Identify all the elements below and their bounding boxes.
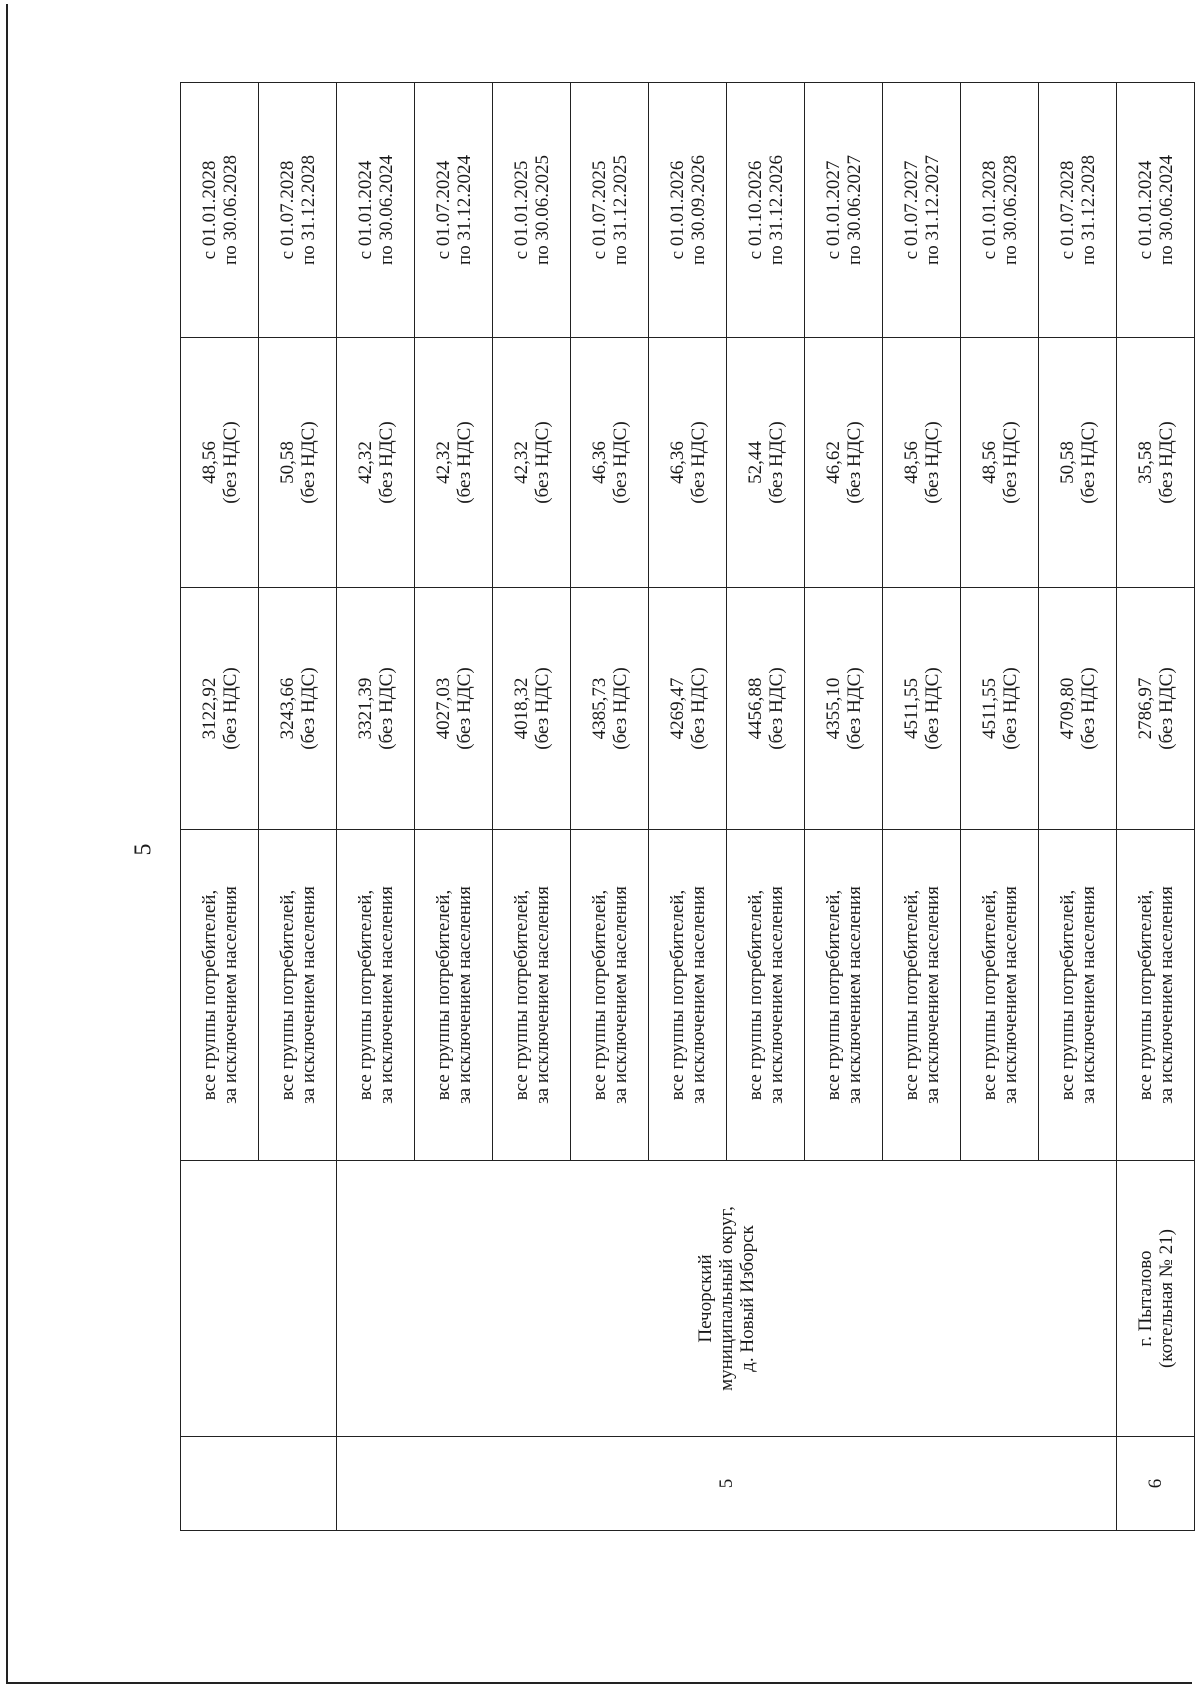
- tariff-cell: 4456,88 (без НДС): [727, 588, 805, 830]
- tariff-cell: 4385,73 (без НДС): [571, 588, 649, 830]
- consumer-group-cell: все группы потребителей, за исключением населения: [415, 830, 493, 1161]
- extra-rate-cell: 48,56 (без НДС): [181, 338, 259, 588]
- location-cell: Печорский муниципальный округ, д. Новый Изборск: [337, 1161, 1117, 1437]
- extra-rate-cell: 46,62 (без НДС): [805, 338, 883, 588]
- rotated-table-wrapper: [180, 83, 1195, 1531]
- extra-rate-cell: 46,36 (без НДС): [571, 338, 649, 588]
- tariff-cell: 3321,39 (без НДС): [337, 588, 415, 830]
- consumer-group-cell: все группы потребителей, за исключением населения: [493, 830, 571, 1161]
- consumer-group-cell: все группы потребителей, за исключением населения: [181, 830, 259, 1161]
- period-cell: с 01.07.2028 по 31.12.2028: [1039, 83, 1117, 338]
- extra-rate-cell: 42,32 (без НДС): [337, 338, 415, 588]
- extra-rate-cell: 35,58 (без НДС): [1117, 338, 1195, 588]
- tariff-cell: 3243,66 (без НДС): [259, 588, 337, 830]
- period-cell: с 01.10.2026 по 31.12.2026: [727, 83, 805, 338]
- period-cell: с 01.07.2028 по 31.12.2028: [259, 83, 337, 338]
- tariff-cell: 4355,10 (без НДС): [805, 588, 883, 830]
- tariff-cell: 4709,80 (без НДС): [1039, 588, 1117, 830]
- period-cell: с 01.01.2024 по 30.06.2024: [337, 83, 415, 338]
- extra-rate-cell: 48,56 (без НДС): [961, 338, 1039, 588]
- table-row: [181, 83, 259, 1531]
- extra-rate-cell: 52,44 (без НДС): [727, 338, 805, 588]
- period-cell: с 01.01.2024 по 30.06.2024: [1117, 83, 1195, 338]
- period-cell: с 01.01.2028 по 30.06.2028: [961, 83, 1039, 338]
- period-cell: с 01.01.2025 по 30.06.2025: [493, 83, 571, 338]
- consumer-group-cell: все группы потребителей, за исключением населения: [1039, 830, 1117, 1161]
- item-number-cell: [181, 1437, 337, 1531]
- consumer-group-cell: все группы потребителей, за исключением населения: [1117, 830, 1195, 1161]
- period-cell: с 01.07.2025 по 31.12.2025: [571, 83, 649, 338]
- tariff-cell: 4018,32 (без НДС): [493, 588, 571, 830]
- table-row: [1117, 83, 1195, 1531]
- tariff-cell: 4269,47 (без НДС): [649, 588, 727, 830]
- period-cell: с 01.01.2028 по 30.06.2028: [181, 83, 259, 338]
- extra-rate-cell: 42,32 (без НДС): [415, 338, 493, 588]
- consumer-group-cell: все группы потребителей, за исключением населения: [883, 830, 961, 1161]
- table-row: [337, 83, 415, 1531]
- tariff-cell: 2786,97 (без НДС): [1117, 588, 1195, 830]
- consumer-group-cell: все группы потребителей, за исключением населения: [805, 830, 883, 1161]
- period-cell: с 01.01.2027 по 30.06.2027: [805, 83, 883, 338]
- period-cell: с 01.07.2024 по 31.12.2024: [415, 83, 493, 338]
- extra-rate-cell: 48,56 (без НДС): [883, 338, 961, 588]
- tariff-cell: 4511,55 (без НДС): [883, 588, 961, 830]
- item-number-cell: 5: [337, 1437, 1117, 1531]
- consumer-group-cell: все группы потребителей, за исключением населения: [337, 830, 415, 1161]
- consumer-group-cell: все группы потребителей, за исключением населения: [727, 830, 805, 1161]
- tariff-cell: 3122,92 (без НДС): [181, 588, 259, 830]
- extra-rate-cell: 50,58 (без НДС): [1039, 338, 1117, 588]
- extra-rate-cell: 50,58 (без НДС): [259, 338, 337, 588]
- period-cell: с 01.01.2026 по 30.09.2026: [649, 83, 727, 338]
- consumer-group-cell: все группы потребителей, за исключением населения: [961, 830, 1039, 1161]
- consumer-group-cell: все группы потребителей, за исключением населения: [649, 830, 727, 1161]
- extra-rate-cell: 42,32 (без НДС): [493, 338, 571, 588]
- location-cell: г. Пыталово (котельная № 21): [1117, 1161, 1195, 1437]
- page-number: 5: [130, 843, 157, 856]
- item-number-cell: 6: [1117, 1437, 1195, 1531]
- period-cell: с 01.07.2027 по 31.12.2027: [883, 83, 961, 338]
- extra-rate-cell: 46,36 (без НДС): [649, 338, 727, 588]
- location-cell: [181, 1161, 337, 1437]
- tariff-cell: 4027,03 (без НДС): [415, 588, 493, 830]
- tariff-table: [180, 82, 1195, 1531]
- consumer-group-cell: все группы потребителей, за исключением населения: [259, 830, 337, 1161]
- tariff-cell: 4511,55 (без НДС): [961, 588, 1039, 830]
- consumer-group-cell: все группы потребителей, за исключением населения: [571, 830, 649, 1161]
